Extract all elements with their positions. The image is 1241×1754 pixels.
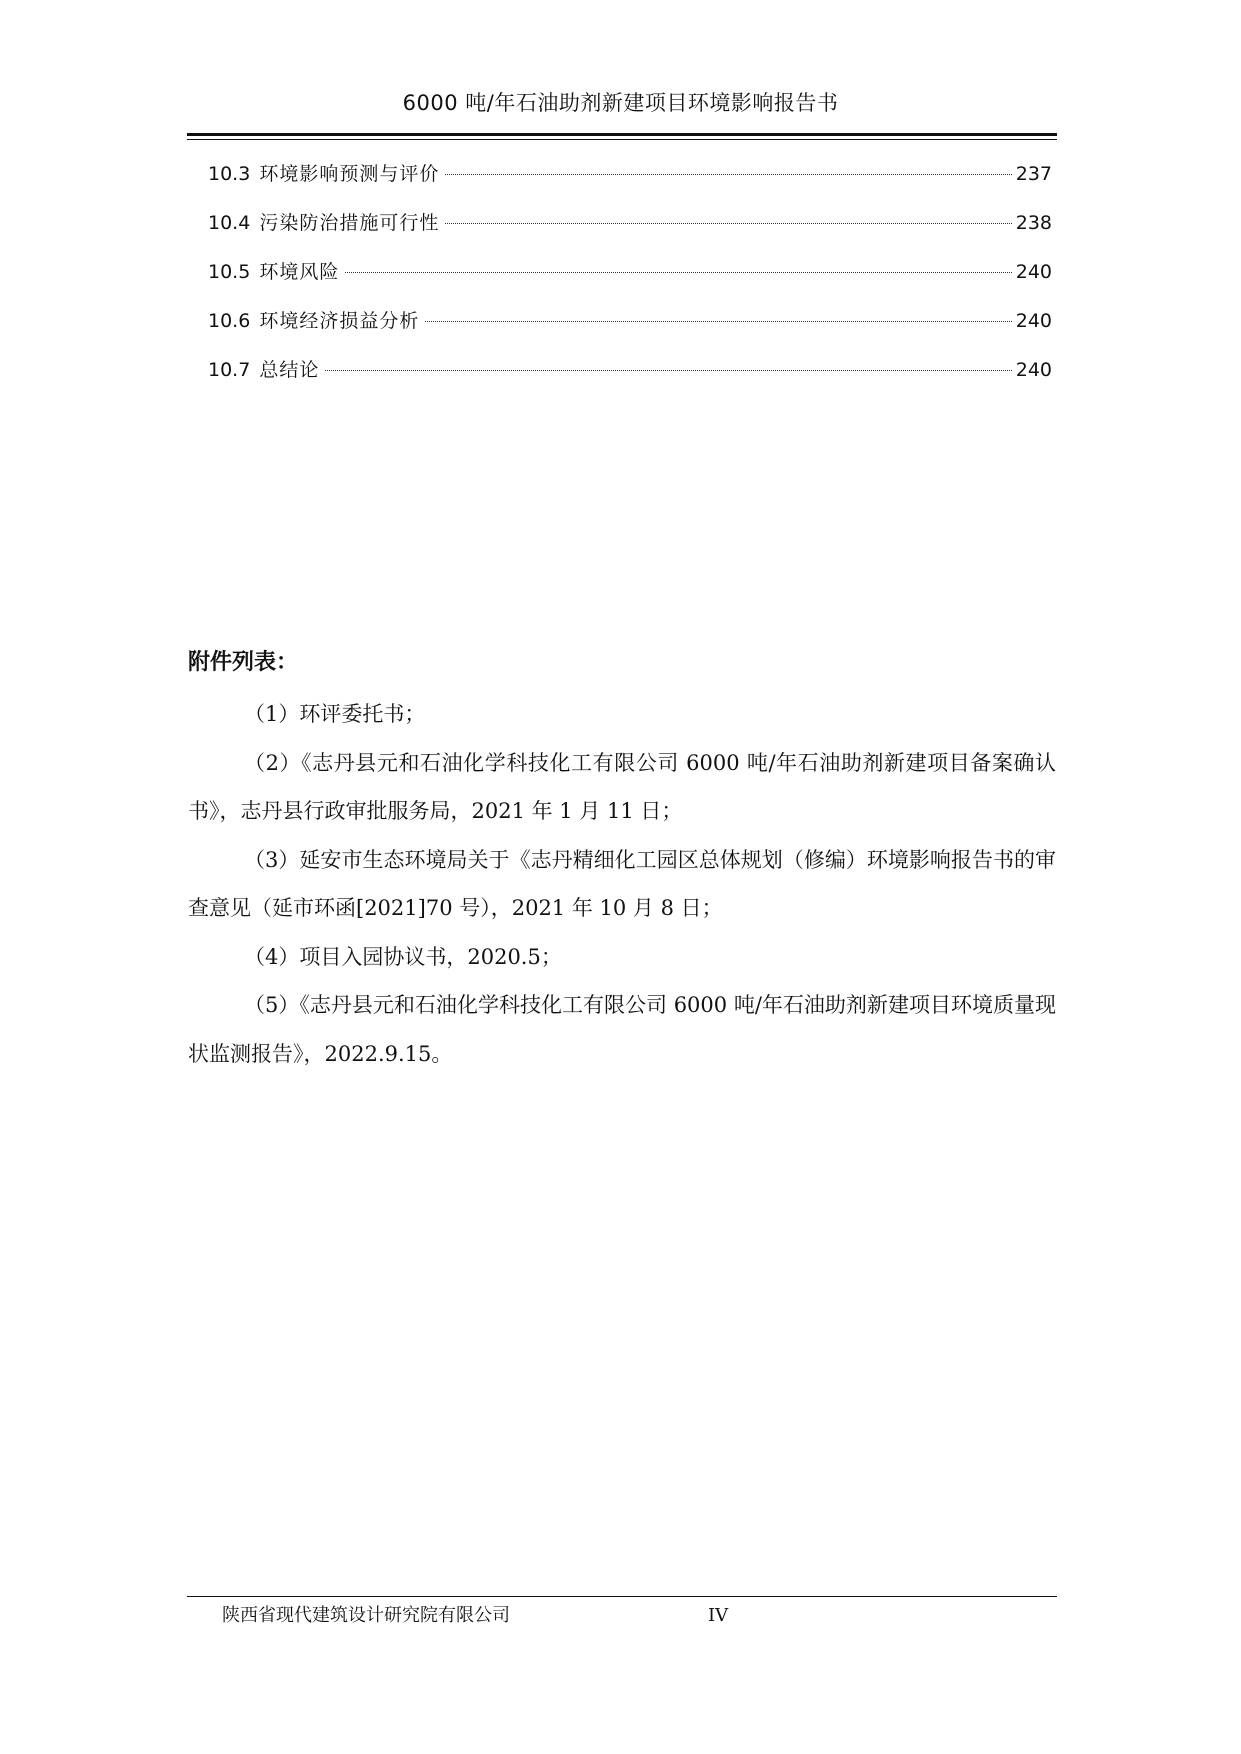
appendix-list [188,690,1056,1078]
toc-entry-10-4[interactable] [208,209,1052,258]
toc-entry-10-6[interactable] [208,307,1052,356]
footer-company-name: 陕西省现代建筑设计研究院有限公司 [222,1605,510,1626]
toc-dot-leader [445,223,1011,224]
header-divider-thick [187,133,1057,136]
appendix-list-heading: 附件列表： [188,650,299,675]
appendix-item: （3）延安市生态环境局关于《志丹精细化工园区总体规划（修编）环境影响报告书的审查意见（延市环函[2021]70 号），2021 年 10 月 8 日； [188,847,1056,920]
toc-entry-title: 环境经济损益分析 [259,310,420,332]
toc-entry-title: 环境影响预测与评价 [259,163,440,185]
table-of-contents [208,160,1052,405]
toc-entry-10-3[interactable] [208,160,1052,209]
toc-entry-page: 240 [1015,261,1052,283]
toc-dot-leader [325,370,1011,371]
appendix-item: （2）《志丹县元和石油化学科技化工有限公司 6000 吨/年石油助剂新建项目备案确认书》，志丹县行政审批服务局，2021 年 1 月 11 日； [188,750,1056,823]
toc-entry-title: 总结论 [259,359,320,381]
toc-dot-leader [425,321,1011,322]
footer-page-number: IV [708,1605,729,1626]
footer-divider [187,1596,1057,1597]
toc-entry-10-5[interactable] [208,258,1052,307]
appendix-item: （1）环评委托书； [244,702,426,726]
toc-entry-number: 10.3 [208,163,251,185]
toc-entry-number: 10.4 [208,212,251,234]
toc-entry-page: 237 [1015,163,1052,185]
toc-dot-leader [445,174,1011,175]
toc-entry-page: 240 [1015,310,1052,332]
toc-entry-number: 10.7 [208,359,251,381]
toc-dot-leader [345,272,1011,273]
toc-entry-title: 污染防治措施可行性 [259,212,440,234]
toc-entry-page: 240 [1015,359,1052,381]
header-divider-thin [187,139,1057,140]
toc-entry-page: 238 [1015,212,1052,234]
page-header-title: 6000 吨/年石油助剂新建项目环境影响报告书 [402,91,839,115]
appendix-item: （4）项目入园协议书，2020.5； [244,944,562,969]
appendix-item: （5）《志丹县元和石油化学科技化工有限公司 6000 吨/年石油助剂新建项目环境质量现状监测报告》，2022.9.15。 [188,993,1056,1066]
toc-entry-number: 10.5 [208,261,251,283]
toc-entry-title: 环境风险 [259,261,340,283]
toc-entry-10-7[interactable] [208,356,1052,405]
toc-entry-number: 10.6 [208,310,251,332]
